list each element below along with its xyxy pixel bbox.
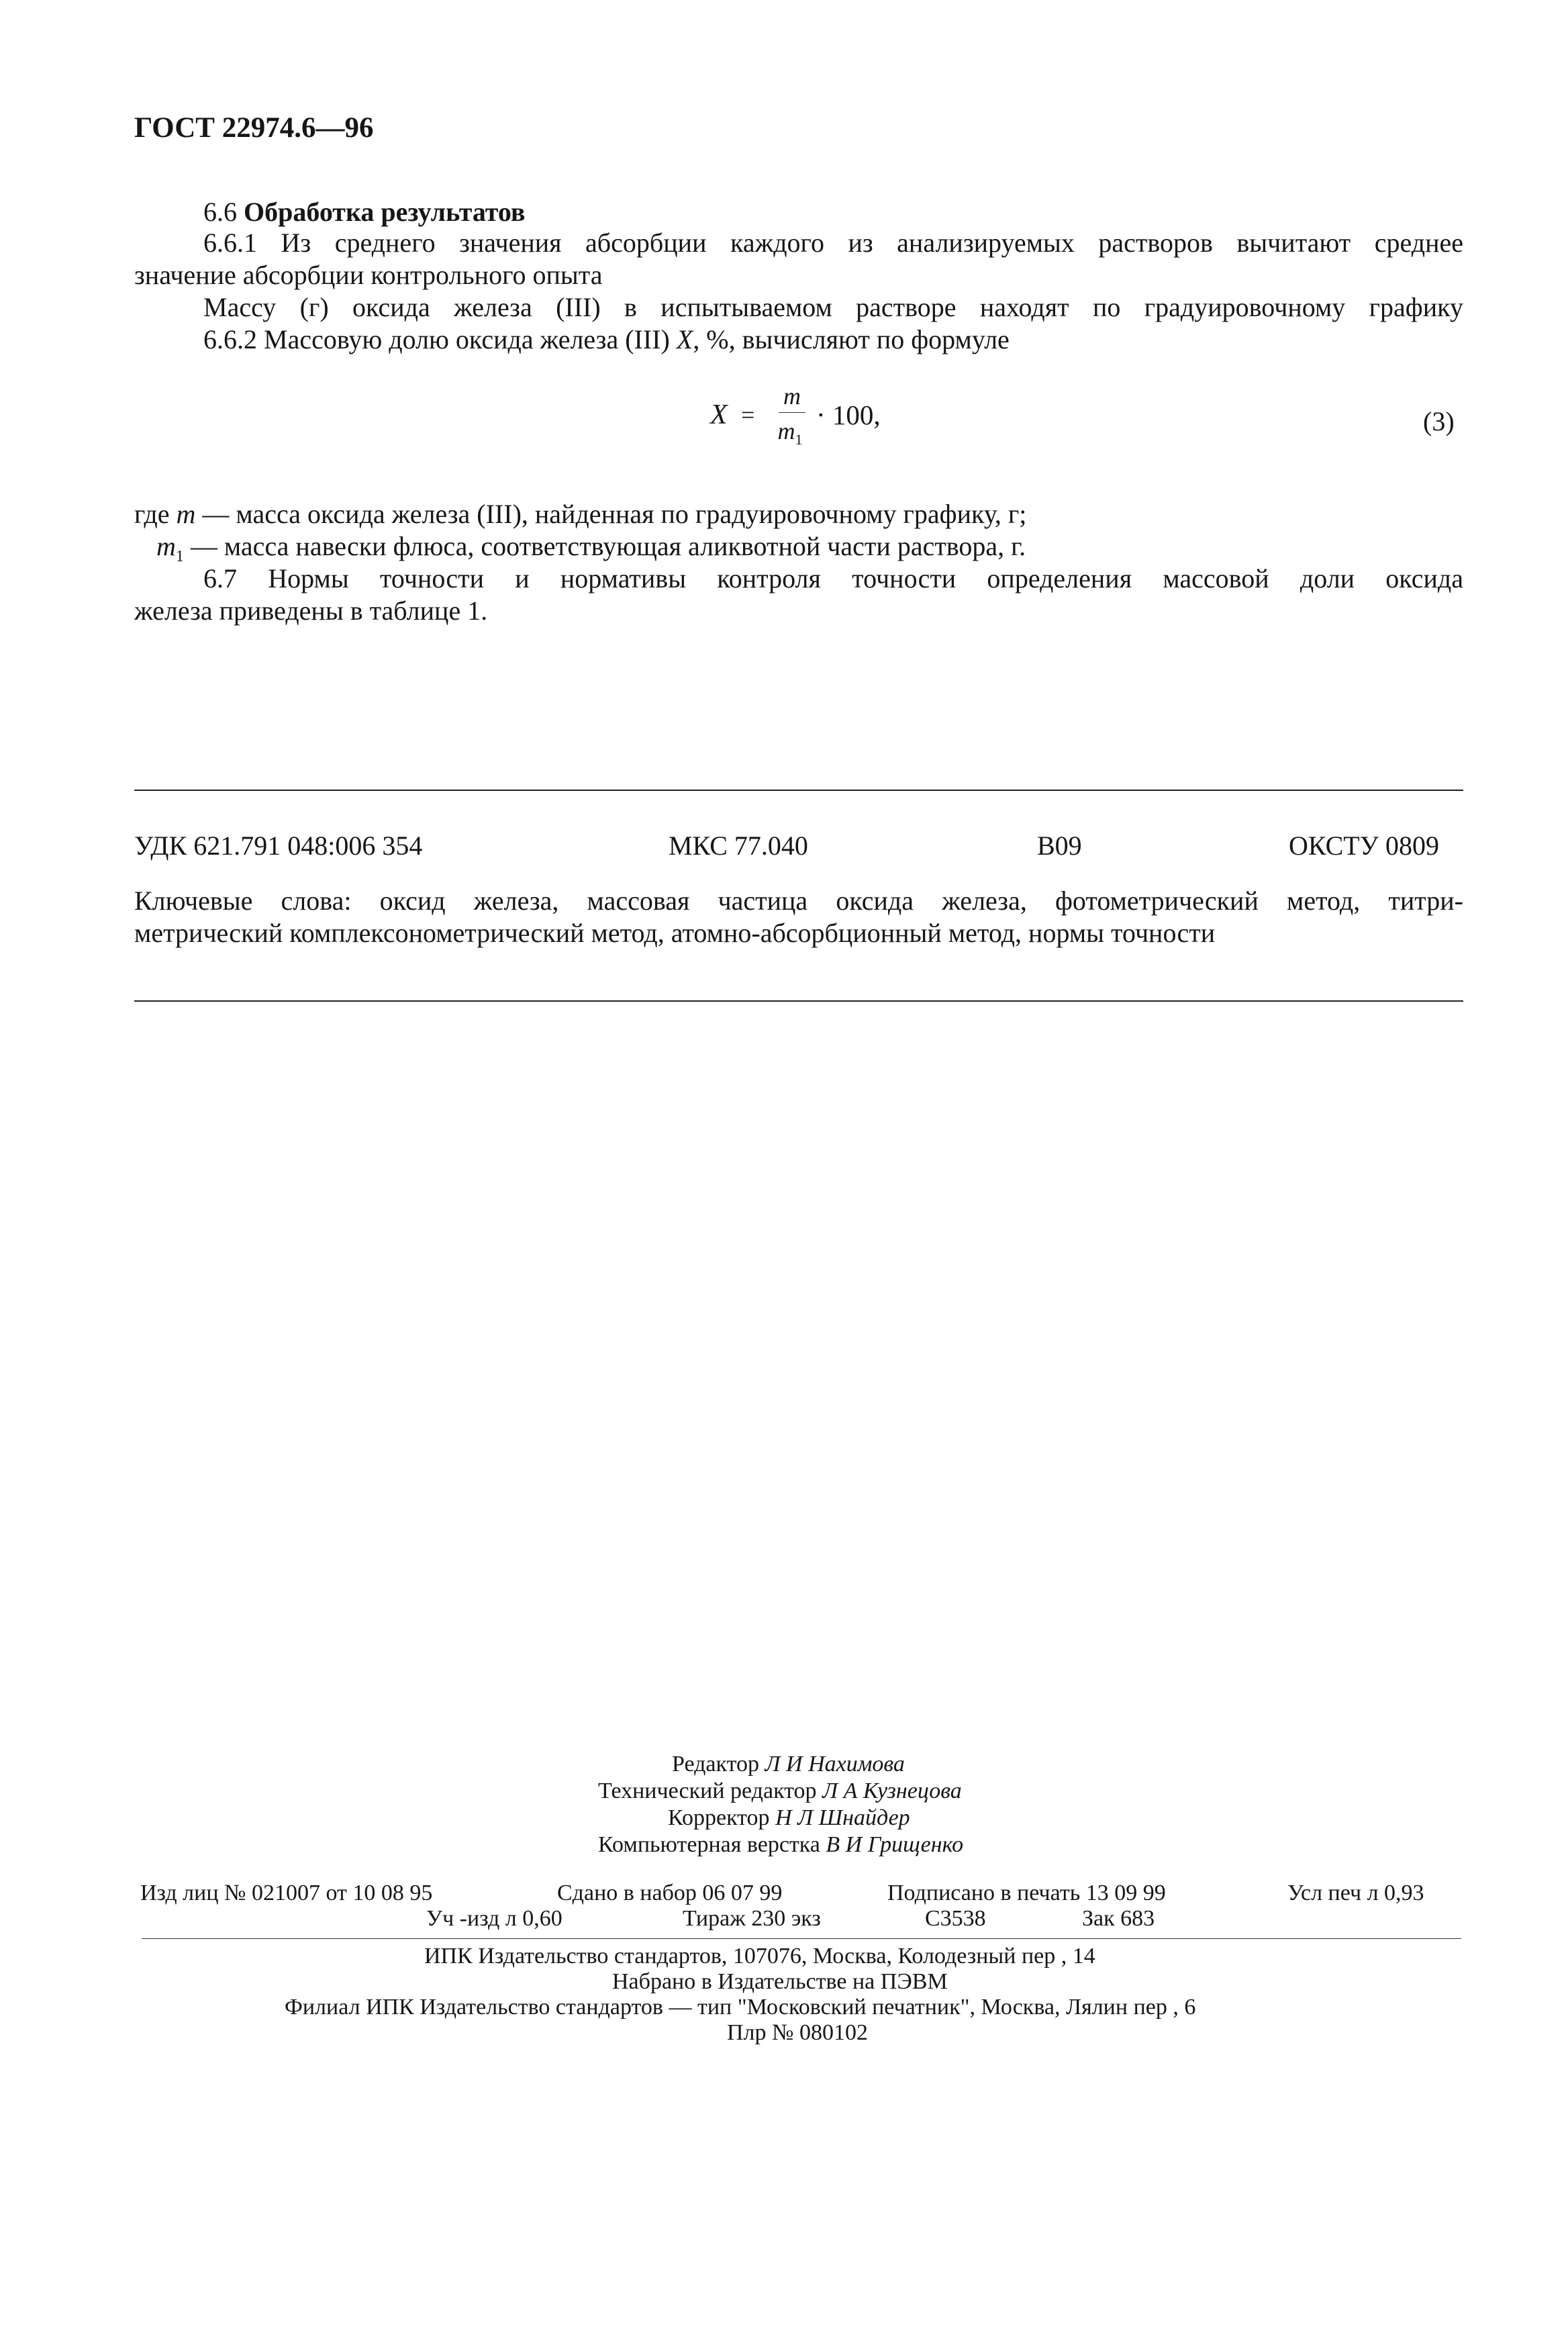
formula-number: (3)	[1423, 406, 1455, 436]
where-m-variable: m	[176, 499, 196, 529]
formula-denominator: $m_1$	[777, 418, 803, 448]
imprint-license: Изд лиц № 021007 от 10 08 95	[140, 1881, 433, 1905]
keywords-line2: метрический комплексонометрический метод, атомно-абсорбционный метод, нормы точности	[134, 918, 1216, 948]
paragraph-662-suffix: , %, вычисляют по формуле	[693, 324, 1010, 354]
paragraph-662-prefix: 6.6.2 Массовую долю оксида железа (III)	[203, 324, 670, 354]
credit-corrector: Корректор Н Л Шнайдер	[668, 1805, 910, 1830]
keywords-line1: Ключевые слова: оксид железа, массовая частица оксида железа, фотометрический метод, титри-	[134, 886, 1463, 916]
okstu-code: ОКСТУ 0809	[1289, 831, 1440, 861]
top-divider	[134, 790, 1463, 791]
formula-tail: · 100,	[816, 399, 881, 430]
imprint-order: Зак 683	[1082, 1906, 1155, 1931]
paragraph-662	[203, 324, 1010, 356]
mks-code: МКС 77.040	[669, 831, 808, 861]
publisher-line3: Филиал ИПК Издательство стандартов — тип "Московский печатник", Москва, Лялин пер , 6	[285, 1995, 1196, 2020]
imprint-c-code: С3538	[925, 1906, 986, 1931]
imprint-sent: Сдано в набор 06 07 99	[557, 1881, 783, 1905]
section-title: Обработка результатов	[244, 197, 526, 227]
udk-code: УДК 621.791 048:006 354	[134, 831, 423, 861]
plr-number: Плр № 080102	[727, 2020, 868, 2045]
paragraph-662-variable: X	[676, 324, 693, 354]
formula-lhs: X	[710, 399, 728, 430]
paragraph-661-line2: значение абсорбции контрольного опыта	[134, 260, 603, 290]
paragraph-67-line1: 6.7 Нормы точности и нормативы контроля точности определения массовой доли оксида	[203, 563, 1463, 594]
where-m1-description: — масса навески флюса, соответствующая аликвотной части раствора, г.	[190, 531, 1026, 561]
imprint-pub-sheets: Уч -изд л 0,60	[426, 1906, 562, 1931]
credit-tech-editor: Технический редактор Л А Кузнецова	[598, 1778, 962, 1803]
section-heading	[203, 196, 526, 228]
formula-numerator: m	[783, 383, 801, 410]
formula-denominator-subscript: 1	[795, 431, 803, 448]
where-m1-variable: m	[156, 531, 176, 561]
bottom-divider	[134, 1000, 1463, 1002]
document-header: ГОСТ 22974.6—96	[134, 112, 374, 144]
imprint-print-sheets: Усл печ л 0,93	[1287, 1881, 1424, 1905]
imprint-divider	[142, 1938, 1461, 1939]
where-word: где	[134, 499, 170, 529]
formula-equals: =	[741, 401, 755, 428]
imprint-signed: Подписано в печать 13 09 99	[887, 1881, 1166, 1905]
fraction-bar	[779, 412, 805, 413]
where-m-line	[134, 498, 1026, 530]
publisher-line1: ИПК Издательство стандартов, 107076, Москва, Колодезный пер , 14	[424, 1944, 1095, 1968]
publisher-line2: Набрано в Издательстве на ПЭВМ	[612, 1969, 948, 1994]
credit-editor: Редактор Л И Нахимова	[672, 1752, 905, 1776]
paragraph-mass: Массу (г) оксида железа (III) в испытываемом растворе находят по градуировочному графику	[203, 292, 1463, 322]
where-m1-subscript: 1	[175, 548, 184, 565]
imprint-run: Тираж 230 экз	[683, 1906, 821, 1931]
paragraph-661-line1: 6.6.1 Из среднего значения абсорбции каждого из анализируемых растворов вычитают среднее	[203, 228, 1463, 258]
paragraph-67-line2: железа приведены в таблице 1.	[134, 596, 488, 626]
section-number: 6.6	[203, 197, 237, 227]
where-m-description: — масса оксида железа (III), найденная по градуировочному графику, г;	[202, 499, 1027, 529]
credit-layout: Компьютерная верстка В И Грищенко	[598, 1832, 964, 1857]
category-code: В09	[1037, 831, 1082, 861]
